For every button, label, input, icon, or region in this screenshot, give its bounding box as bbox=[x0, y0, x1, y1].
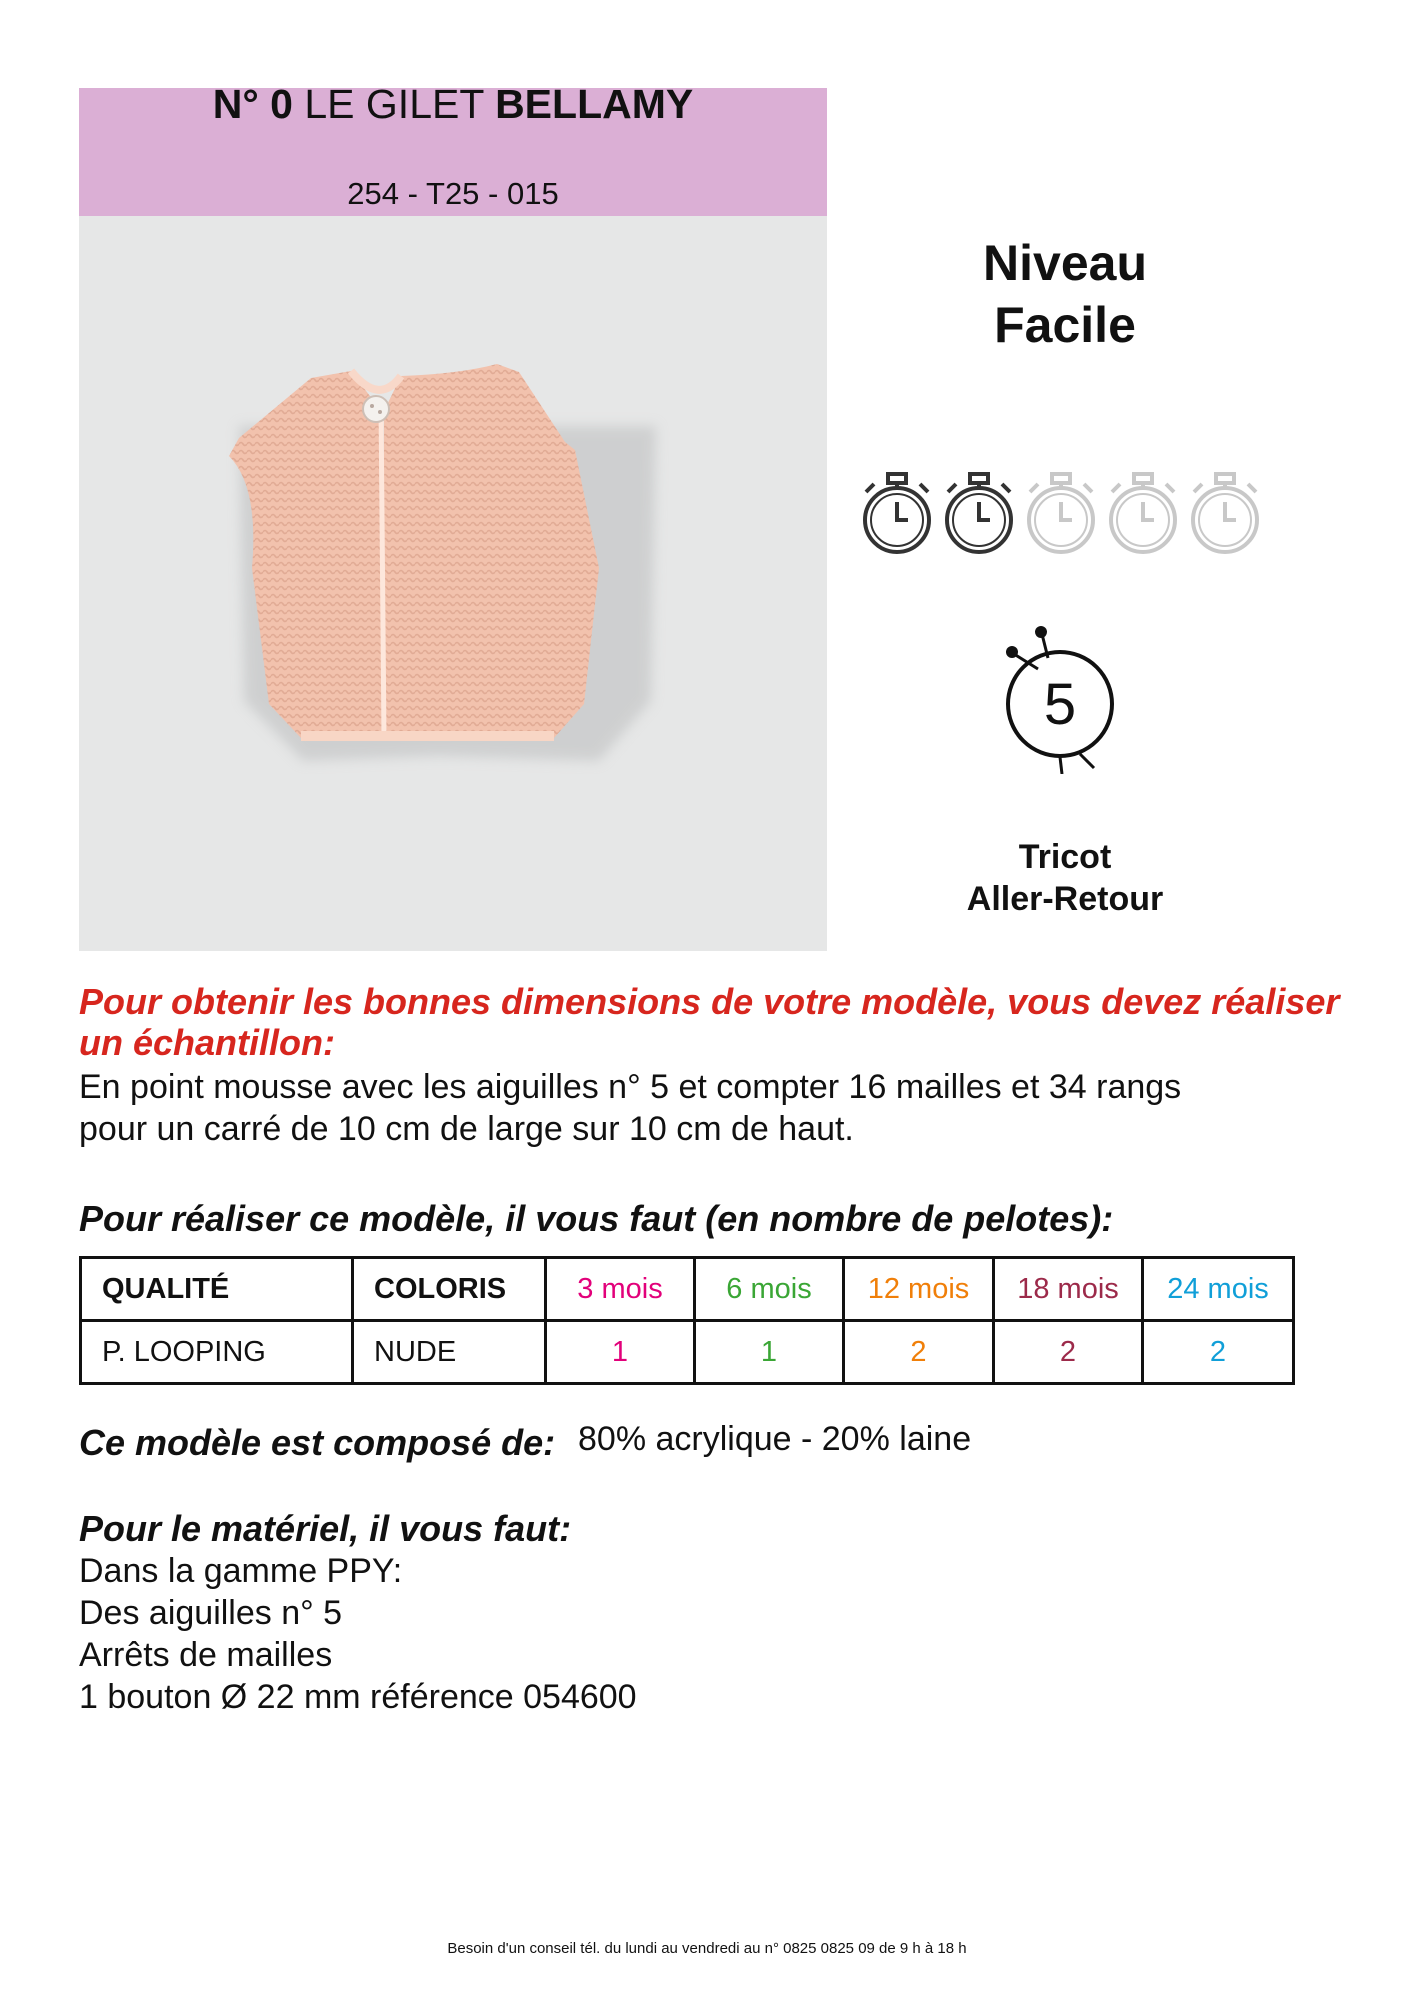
vest-right-front bbox=[384, 364, 599, 738]
column-header-size: 18 mois bbox=[994, 1258, 1143, 1321]
table-row bbox=[81, 1321, 1294, 1384]
page-title bbox=[79, 80, 827, 128]
stopwatch-icon bbox=[1020, 470, 1102, 558]
ball-count-cell: 1 bbox=[546, 1321, 695, 1384]
stopwatch-icon bbox=[938, 470, 1020, 558]
yarn-table bbox=[79, 1256, 1295, 1385]
material-heading: Pour le matériel, il vous faut: bbox=[79, 1508, 572, 1549]
ball-count-cell: 2 bbox=[994, 1321, 1143, 1384]
yarn-heading: Pour réaliser ce modèle, il vous faut (en nombre de pelotes): bbox=[79, 1198, 1114, 1239]
column-header-color: COLORIS bbox=[353, 1258, 546, 1321]
difficulty-level bbox=[900, 232, 1230, 356]
footer-contact: Besoin d'un conseil tél. du lundi au vendredi au n° 0825 0825 09 de 9 h à 18 h bbox=[447, 1940, 967, 1957]
ball-count-cell: 2 bbox=[844, 1321, 994, 1384]
pattern-number: N° 0 bbox=[212, 81, 293, 127]
gauge-line-2: pour un carré de 10 cm de large sur 10 cm de haut. bbox=[79, 1110, 854, 1148]
gauge-heading: Pour obtenir les bonnes dimensions de votre modèle, vous devez réaliser un échantillon: bbox=[79, 981, 1340, 1063]
needle-size-badge bbox=[990, 624, 1130, 774]
table-header-row bbox=[81, 1258, 1294, 1321]
column-header-quality: QUALITÉ bbox=[81, 1258, 353, 1321]
yarn-color-cell: NUDE bbox=[353, 1321, 546, 1384]
composition-value: 80% acrylique - 20% laine bbox=[578, 1420, 972, 1458]
pattern-name: BELLAMY bbox=[495, 81, 694, 127]
difficulty-label: Niveau bbox=[983, 235, 1147, 291]
stopwatch-icon bbox=[856, 470, 938, 558]
gauge-instructions bbox=[79, 1066, 1359, 1150]
yarn-quality-cell: P. LOOPING bbox=[81, 1321, 353, 1384]
difficulty-value: Facile bbox=[994, 297, 1136, 353]
stopwatch-icon bbox=[1102, 470, 1184, 558]
pattern-name-prefix: LE GILET bbox=[304, 81, 484, 127]
gauge-line-1: En point mousse avec les aiguilles n° 5 et compter 16 mailles et 34 rangs bbox=[79, 1068, 1182, 1106]
column-header-size: 6 mois bbox=[695, 1258, 844, 1321]
list-item: Dans la gamme PPY: bbox=[79, 1552, 403, 1590]
technique-line-2: Aller-Retour bbox=[966, 880, 1164, 918]
button-icon bbox=[363, 396, 389, 422]
composition-heading: Ce modèle est composé de: bbox=[79, 1422, 556, 1463]
technique bbox=[900, 836, 1230, 920]
knitted-vest-illustration bbox=[79, 216, 827, 951]
ball-count-cell: 1 bbox=[695, 1321, 844, 1384]
column-header-size: 12 mois bbox=[844, 1258, 994, 1321]
list-item: 1 bouton Ø 22 mm référence 054600 bbox=[79, 1678, 637, 1716]
ball-count-cell: 2 bbox=[1143, 1321, 1294, 1384]
material-list bbox=[79, 1550, 637, 1718]
column-header-size: 24 mois bbox=[1143, 1258, 1294, 1321]
needle-size-value: 5 bbox=[1043, 672, 1077, 737]
column-header-size: 3 mois bbox=[546, 1258, 695, 1321]
pattern-reference: 254 - T25 - 015 bbox=[347, 176, 559, 211]
list-item: Des aiguilles n° 5 bbox=[79, 1594, 343, 1632]
list-item: Arrêts de mailles bbox=[79, 1636, 333, 1674]
technique-line-1: Tricot bbox=[1018, 838, 1112, 876]
stopwatch-icon bbox=[1184, 470, 1266, 558]
product-photo bbox=[79, 216, 827, 951]
